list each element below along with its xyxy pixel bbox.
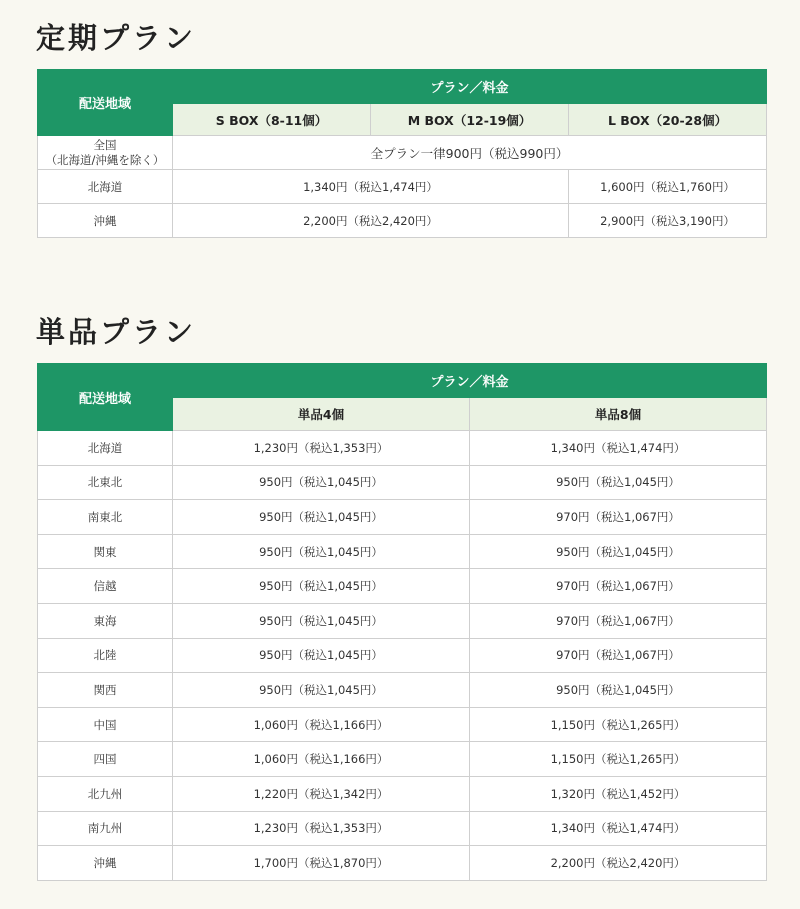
price-cell: 950円（税込1,045円） [470, 534, 767, 569]
price-cell: 1,060円（税込1,166円） [173, 742, 470, 777]
price-cell: 950円（税込1,045円） [173, 673, 470, 708]
price-cell: 950円（税込1,045円） [173, 603, 470, 638]
table-row [38, 500, 767, 535]
price-cell: 1,150円（税込1,265円） [470, 707, 767, 742]
price-cell: 2,900円（税込3,190円） [569, 204, 767, 238]
table-row [38, 569, 767, 604]
price-cell: 950円（税込1,045円） [173, 638, 470, 673]
region-cell: 関西 [38, 673, 173, 708]
table-row [38, 431, 767, 466]
region-cell: 関東 [38, 534, 173, 569]
price-cell: 1,340円（税込1,474円） [470, 811, 767, 846]
teiki-plan-table [37, 69, 767, 238]
price-cell: 2,200円（税込2,420円） [470, 846, 767, 881]
size-header-4: 単品4個 [173, 398, 470, 431]
price-cell: 950円（税込1,045円） [470, 465, 767, 500]
region-cell: 北九州 [38, 776, 173, 811]
table-row [38, 170, 767, 204]
region-header: 配送地域 [38, 364, 173, 431]
price-cell: 1,060円（税込1,166円） [173, 707, 470, 742]
region-line1: 全国 [93, 137, 117, 152]
table-row [38, 136, 767, 170]
price-cell: 950円（税込1,045円） [173, 465, 470, 500]
table-row [38, 638, 767, 673]
price-cell: 全プラン一律900円（税込990円） [173, 136, 767, 170]
table-row [38, 603, 767, 638]
region-cell: 沖縄 [38, 846, 173, 881]
price-cell: 970円（税込1,067円） [470, 569, 767, 604]
table-row [38, 811, 767, 846]
region-cell: 東海 [38, 603, 173, 638]
size-header-l: L BOX（20-28個） [569, 104, 767, 136]
size-header-8: 単品8個 [470, 398, 767, 431]
table-row [38, 776, 767, 811]
price-cell: 1,220円（税込1,342円） [173, 776, 470, 811]
price-cell: 1,340円（税込1,474円） [173, 170, 569, 204]
price-cell: 2,200円（税込2,420円） [173, 204, 569, 238]
price-cell: 950円（税込1,045円） [173, 569, 470, 604]
price-cell: 970円（税込1,067円） [470, 603, 767, 638]
price-cell: 1,230円（税込1,353円） [173, 811, 470, 846]
teiki-plan-title: 定期プラン [36, 21, 197, 55]
region-cell: 南東北 [38, 500, 173, 535]
price-cell: 1,230円（税込1,353円） [173, 431, 470, 466]
price-cell: 970円（税込1,067円） [470, 500, 767, 535]
region-cell: 中国 [38, 707, 173, 742]
table-row [38, 742, 767, 777]
price-cell: 970円（税込1,067円） [470, 638, 767, 673]
region-cell: 沖縄 [38, 204, 173, 238]
price-cell: 950円（税込1,045円） [173, 500, 470, 535]
region-cell: 北海道 [38, 431, 173, 466]
price-cell: 1,340円（税込1,474円） [470, 431, 767, 466]
region-cell: 南九州 [38, 811, 173, 846]
region-line2: （北海道/沖縄を除く） [45, 152, 165, 167]
price-header: プラン／料金 [173, 70, 767, 104]
region-cell [38, 136, 173, 170]
table-row [38, 534, 767, 569]
size-header-m: M BOX（12-19個） [371, 104, 569, 136]
price-cell: 950円（税込1,045円） [173, 534, 470, 569]
tanpin-plan-table [37, 363, 767, 881]
region-cell: 北東北 [38, 465, 173, 500]
price-cell: 1,150円（税込1,265円） [470, 742, 767, 777]
size-header-s: S BOX（8-11個） [173, 104, 371, 136]
region-cell: 北海道 [38, 170, 173, 204]
table-row [38, 204, 767, 238]
region-cell: 北陸 [38, 638, 173, 673]
price-cell: 950円（税込1,045円） [470, 673, 767, 708]
price-header: プラン／料金 [173, 364, 767, 398]
price-cell: 1,600円（税込1,760円） [569, 170, 767, 204]
table-row [38, 846, 767, 881]
tanpin-plan-title: 単品プラン [36, 315, 197, 349]
price-cell: 1,700円（税込1,870円） [173, 846, 470, 881]
region-cell: 信越 [38, 569, 173, 604]
table-row [38, 465, 767, 500]
region-cell: 四国 [38, 742, 173, 777]
table-row [38, 707, 767, 742]
region-header: 配送地域 [38, 70, 173, 136]
table-row [38, 673, 767, 708]
price-cell: 1,320円（税込1,452円） [470, 776, 767, 811]
